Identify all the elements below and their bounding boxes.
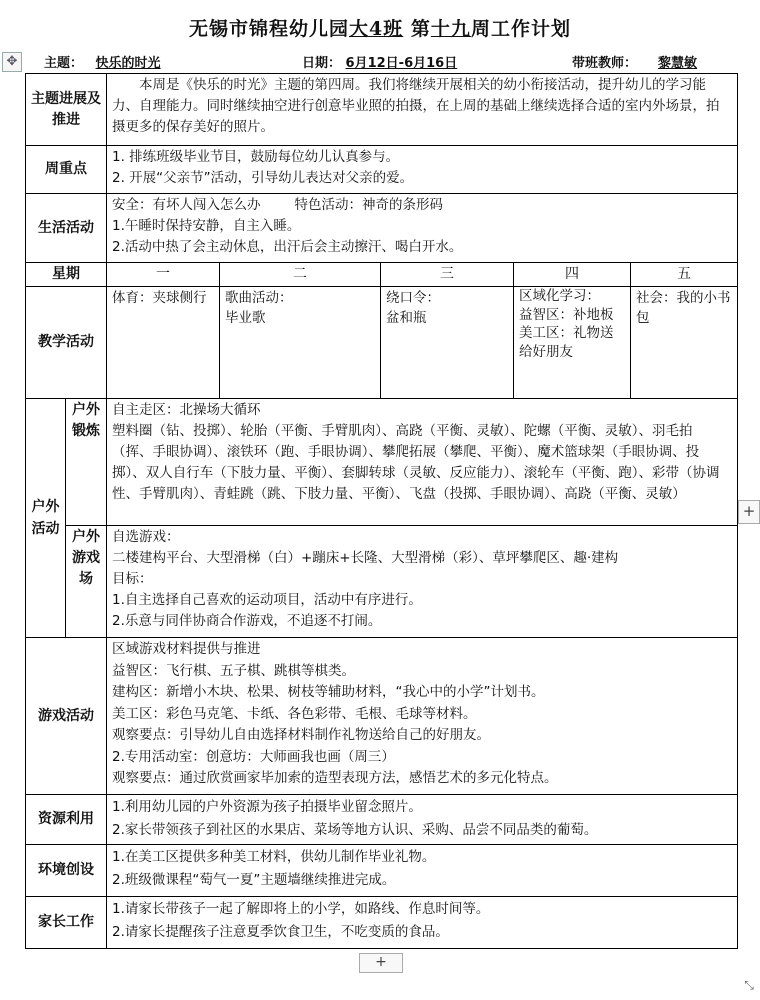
theme-value: 快乐的时光 xyxy=(95,56,161,71)
date-meta: 日期： 6月12日-6月16日 xyxy=(302,52,536,71)
game-activity-row xyxy=(26,638,738,795)
weekly-focus-content: 1. 排练班级毕业节目，鼓励每位幼儿认真参与。 2. 开展“父亲节”活动，引导幼儿表达对父亲的爱。 xyxy=(107,146,738,194)
class-name: 大4班 xyxy=(349,18,404,40)
teaching-wed: 绕口令： 盆和瓶 xyxy=(381,287,514,399)
resources-content: 1.利用幼儿园的户外资源为孩子拍摄毕业留念照片。 2.家长带领孩子到社区的水果店、菜场等地方认识、采购、品尝不同品类的葡萄。 xyxy=(107,795,738,845)
add-column-icon[interactable]: + xyxy=(738,500,760,524)
week-number: 十九 xyxy=(430,18,471,40)
teaching-thu: 区域化学习： 益智区：补地板 美工区：礼物送给好朋友 xyxy=(514,287,631,399)
game-activity-content: 区域游戏材料提供与推进 益智区：飞行棋、五子棋、跳棋等棋类。 建构区：新增小木块、松果、树枝等辅助材料，“我心中的小学”计划书。 美工区：彩色马克笔、卡纸、各色彩带、毛根、毛球等材料。 观察要点：引导幼儿自由选择材料制作礼物送给自己的好朋友。 2.专用活动室：创意坊：大师画我也画（周三） 观察要点：通过欣赏画家毕加索的造型表现方法，感悟艺术的多元化特点。 xyxy=(107,638,738,795)
parents-content: 1.请家长带孩子一起了解即将上的小学，如路线、作息时间等。 2.请家长提醒孩子注意夏季饮食卫生，不吃变质的食品。 xyxy=(107,897,738,949)
outdoor-exercise-label: 户外锻炼 xyxy=(66,399,107,526)
theme-progress-label: 主题进展及推进 xyxy=(26,74,107,146)
game-activity-label: 游戏活动 xyxy=(26,638,107,795)
weekdays-row xyxy=(26,263,738,287)
weekday-tue: 二 xyxy=(220,263,381,287)
outdoor-games-content: 自选游戏： 二楼建构平台、大型滑梯（白）+蹦床+长隆、大型滑梯（彩）、草坪攀爬区、趣·建构 目标： 1.自主选择自己喜欢的运动项目，活动中有序进行。 2.乐意与同伴协商合作游戏，不追逐不打闹。 xyxy=(107,526,738,638)
resources-row xyxy=(26,795,738,845)
teaching-mon: 体育：夹球侧行 xyxy=(107,287,220,399)
weekly-focus-row xyxy=(26,146,738,194)
theme-progress-content: 本周是《快乐的时光》主题的第四周。我们将继续开展相关的幼小衔接活动，提升幼儿的学习能力、自理能力。同时继续抽空进行创意毕业照的拍摄，在上周的基础上继续选择合适的室内外场景，拍摄更多的保存美好的照片。 xyxy=(107,74,738,146)
theme-meta: 主题： 快乐的时光 xyxy=(44,52,246,71)
date-value: 6月12日-6月16日 xyxy=(345,56,458,71)
weekday-fri: 五 xyxy=(631,263,738,287)
teacher-meta: 带班教师： 黎慧敏 xyxy=(572,52,714,71)
weekdays-label: 星期 xyxy=(26,263,107,287)
teacher-value: 黎慧敏 xyxy=(658,56,698,71)
teaching-row xyxy=(26,287,738,399)
daily-life-content: 安全：有坏人闯入怎么办 特色活动：神奇的条形码 1.午睡时保持安静，自主入睡。 2.活动中热了会主动休息，出汗后会主动擦汗、喝白开水。 xyxy=(107,194,738,263)
environment-content: 1.在美工区提供多种美工材料，供幼儿制作毕业礼物。 2.班级微课程“萄气一夏”主题墙继续推进完成。 xyxy=(107,845,738,897)
environment-label: 环境创设 xyxy=(26,845,107,897)
environment-row xyxy=(26,845,738,897)
parents-row xyxy=(26,897,738,949)
weekday-wed: 三 xyxy=(381,263,514,287)
teaching-fri: 社会：我的小书包 xyxy=(631,287,738,399)
outdoor-games-row xyxy=(26,526,738,638)
outdoor-label: 户外活动 xyxy=(26,399,66,638)
daily-life-row xyxy=(26,194,738,263)
weekday-thu: 四 xyxy=(514,263,631,287)
table-resize-icon[interactable]: ⤡ xyxy=(744,978,754,992)
add-row-icon[interactable]: + xyxy=(359,953,403,973)
daily-life-label: 生活活动 xyxy=(26,194,107,263)
teaching-label: 教学活动 xyxy=(26,287,107,399)
weekday-mon: 一 xyxy=(107,263,220,287)
resources-label: 资源利用 xyxy=(26,795,107,845)
page-title: 无锡市锦程幼儿园大4班 第十九周工作计划 xyxy=(189,18,571,40)
table-move-icon[interactable]: ✥ xyxy=(2,52,22,72)
teaching-tue: 歌曲活动： 毕业歌 xyxy=(220,287,381,399)
outdoor-games-label: 户外游戏场 xyxy=(66,526,107,638)
parents-label: 家长工作 xyxy=(26,897,107,949)
outdoor-exercise-row xyxy=(26,399,738,526)
theme-progress-row xyxy=(26,74,738,146)
weekly-plan-table xyxy=(25,73,738,949)
weekly-focus-label: 周重点 xyxy=(26,146,107,194)
outdoor-exercise-content: 自主走区：北操场大循环 塑料圈（钻、投掷）、轮胎（平衡、手臂肌肉）、高跷（平衡、灵敏）、陀螺（平衡、灵敏）、羽毛拍（挥、手眼协调）、滚铁环（跑、手眼协调）、攀爬拓展（攀爬、平衡）、魔术篮球架（手眼协调、投掷）、双人自行车（下肢力量、平衡）、套脚转球（灵敏、反应能力）、滚轮车（平衡、跑）、彩带（协调性、手臂肌肉）、青蛙跳（跳、下肢力量、平衡）、飞盘（投掷、手眼协调）、高跷（平衡、灵敏） xyxy=(107,399,738,526)
